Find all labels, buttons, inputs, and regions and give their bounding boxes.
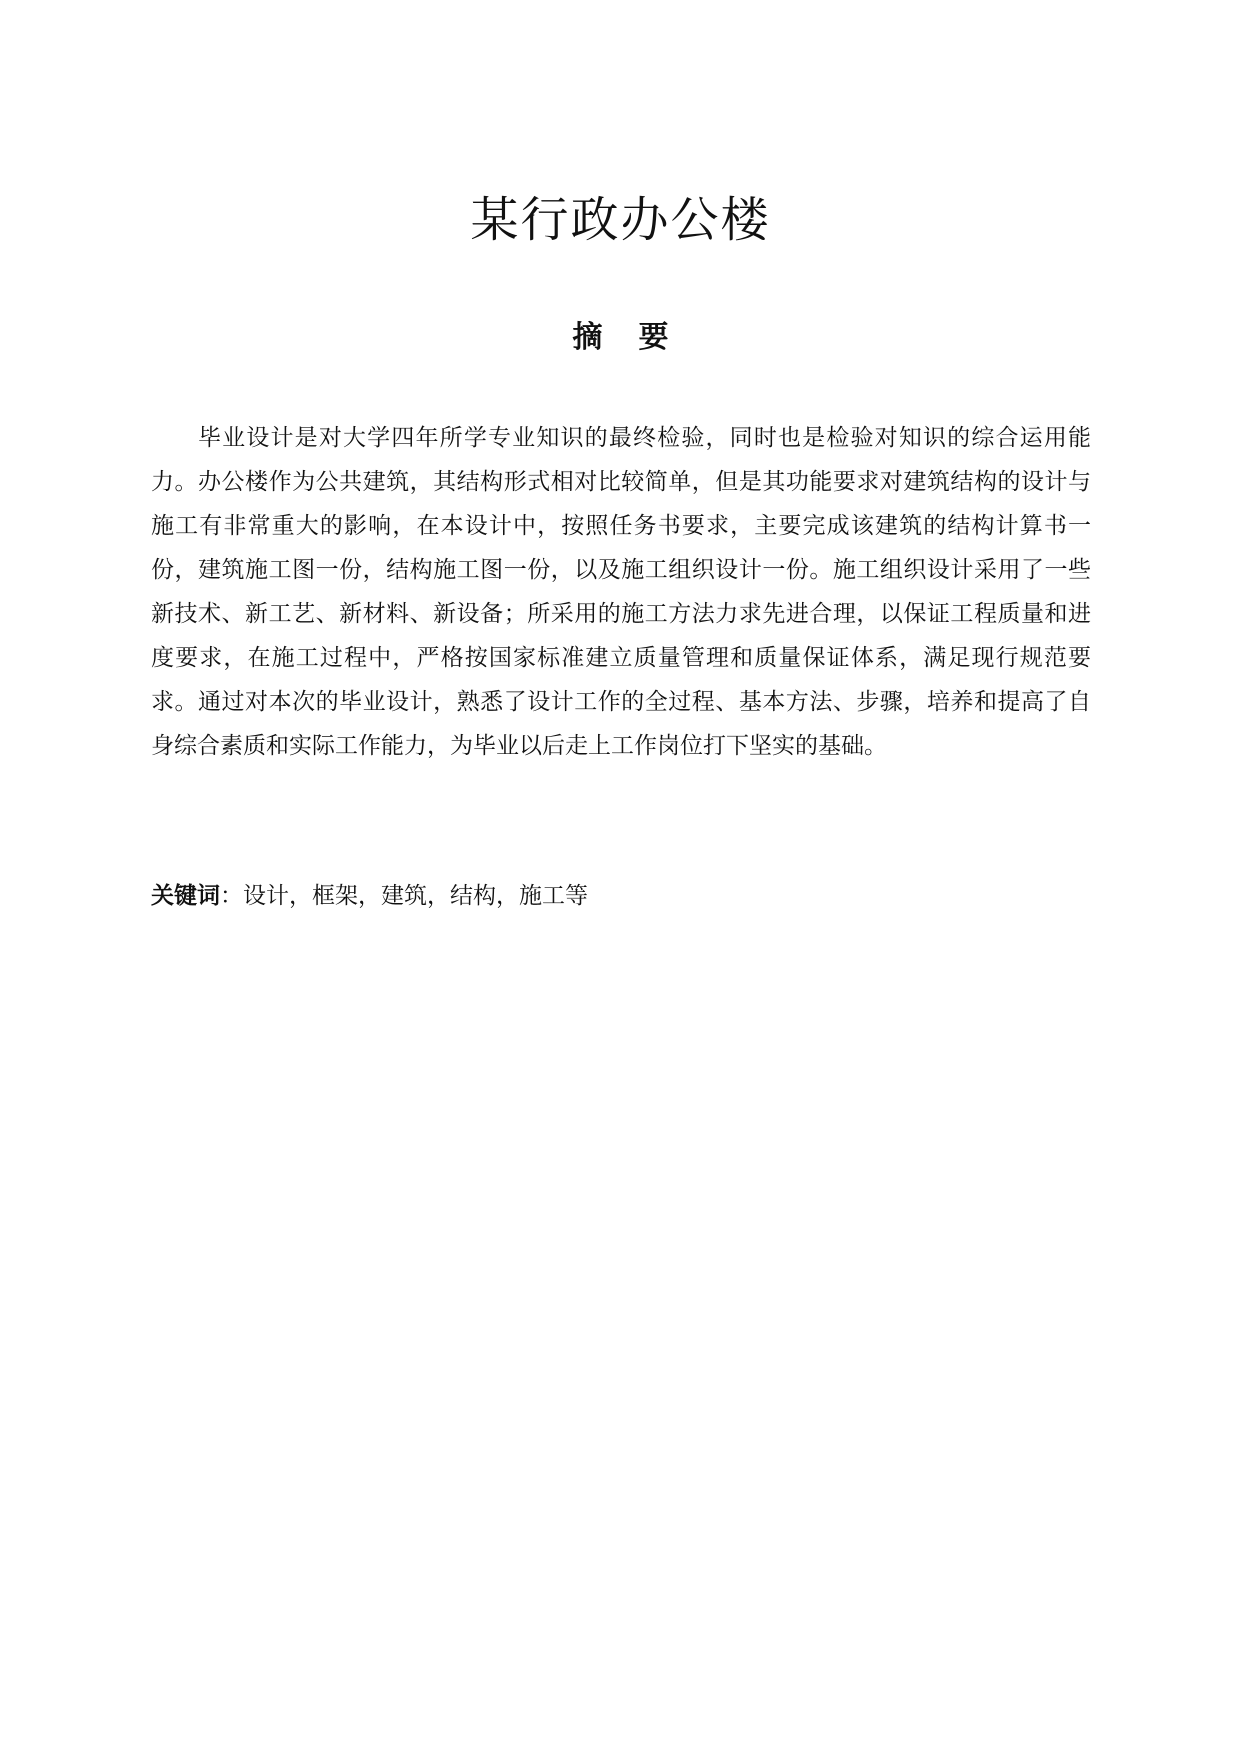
document-title: 某行政办公楼	[470, 192, 771, 248]
abstract-heading: 摘要	[572, 320, 705, 355]
abstract-body: 毕业设计是对大学四年所学专业知识的最终检验，同时也是检验对知识的综合运用能力。办公楼作为公共建筑，其结构形式相对比较简单，但是其功能要求对建筑结构的设计与施工有非常重大的影响，在本设计中，按照任务书要求，主要完成该建筑的结构计算书一份，建筑施工图一份，结构施工图一份，以及施工组织设计一份。施工组织设计采用了一些新技术、新工艺、新材料、新设备；所采用的施工方法力求先进合理，以保证工程质量和进度要求，在施工过程中，严格按国家标准建立质量管理和质量保证体系，满足现行规范要求。通过对本次的毕业设计，熟悉了设计工作的全过程、基本方法、步骤，培养和提高了自身综合素质和实际工作能力，为毕业以后走上工作岗位打下坚实的基础。	[151, 425, 1091, 759]
keywords-line	[151, 876, 1091, 916]
keywords-separator: ：	[220, 883, 243, 909]
keywords-label: 关键词	[151, 883, 220, 909]
keywords-value: 设计，框架，建筑，结构，施工等	[243, 883, 588, 909]
